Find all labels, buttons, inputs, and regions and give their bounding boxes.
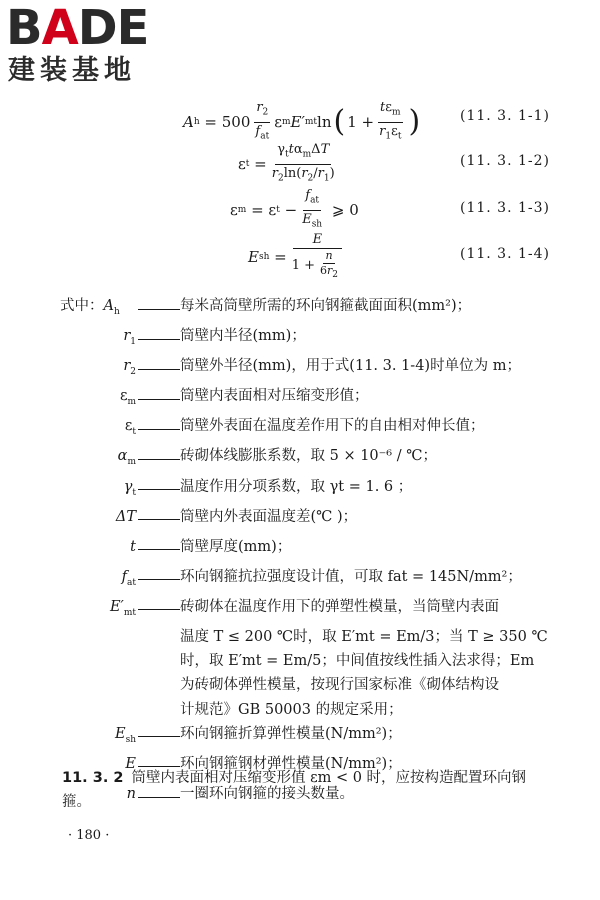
definition-continuation: 温度 T ≤ 200 ℃时，取 E′mt = Em/3；当 T ≥ 350 ℃ <box>180 629 548 646</box>
equation-number: (11. 3. 1-2) <box>460 153 550 169</box>
page-number: · 180 · <box>68 828 110 843</box>
definition-row: $E_{sh}$ 环向钢箍折算弹性模量(N/mm²)； <box>114 725 402 745</box>
logo-wordmark: BADE <box>6 0 149 56</box>
definition-row: 式中：$A_h$ 每米高筒壁所需的环向钢箍截面面积(mm²)； <box>60 298 472 317</box>
definition-row: $\varepsilon_m$ 筒壁内表面相对压缩变形值； <box>119 388 369 408</box>
equation-11-3-1-1: A h = 500 $\frac{r_2}{f_{at}}$ ε m E′ mt ln ( 1 + $\frac{t\varepsilon_m}{r_1\varepsilon_t}$ ) <box>183 100 421 142</box>
definition-row: $\alpha_m$ 砖砌体线膨胀系数，取 5 × 10⁻⁶ / ℃； <box>117 448 437 468</box>
symbol-definitions <box>60 294 580 812</box>
definition-row: $r_2$ 筒壁外半径(mm)，用于式(11. 3. 1-4)时单位为 m； <box>123 358 521 378</box>
definition-row: $\gamma_t$ 温度作用分项系数，取 γt = 1. 6 ； <box>123 478 413 498</box>
equation-number: (11. 3. 1-4) <box>460 246 550 262</box>
bade-logo <box>6 0 176 88</box>
definition-row: $E'_{mt}$ 砖砌体在温度作用下的弹塑性模量，当筒壁内表面 <box>109 598 499 618</box>
definitions-intro: 式中： <box>60 298 104 314</box>
equation-11-3-1-3: ε m = ε t − $\frac{f_{at}}{E_{sh}}$ ⩾ 0 <box>230 188 359 230</box>
definition-row: ΔT 筒壁内外表面温度差(℃ )； <box>115 508 358 525</box>
equation-number: (11. 3. 1-1) <box>460 108 550 124</box>
definition-continuation: 时，取 E′mt = Em/5；中间值按线性插入法求得；Em <box>180 653 535 670</box>
definition-row: $\varepsilon_t$ 筒壁外表面在温度差作用下的自由相对伸长值； <box>124 418 485 438</box>
definition-row: n 一圈环向钢箍的接头数量。 <box>126 786 354 803</box>
definition-continuation: 为砖砌体弹性模量，按现行国家标准《砌体结构设 <box>180 677 499 694</box>
equation-11-3-1-4: E sh = E 1 + $\frac{n}{6r_2}$ <box>248 232 348 281</box>
clause-number: 11. 3. 2 <box>62 770 124 786</box>
definition-row: E 环向钢箍钢材弹性模量(N/mm²)； <box>125 755 402 772</box>
logo-subtitle: 建装基地 <box>8 55 136 86</box>
clause-11-3-2 <box>62 766 542 814</box>
clause-text: 筒壁内表面相对压缩变形值 εm < 0 时，应按构造配置环向钢箍。 <box>62 770 527 810</box>
definition-continuation: 计规范》GB 50003 的规定采用； <box>180 701 403 718</box>
equation-number: (11. 3. 1-3) <box>460 200 550 216</box>
definition-row: $f_{at}$ 环向钢箍抗拉强度设计值，可取 fat = 145N/mm²； <box>121 568 522 588</box>
definition-row: t 筒壁厚度(mm)； <box>130 538 292 555</box>
equation-11-3-1-2: ε t = $\frac{\gamma_tt\alpha_m\Delta T}{r_2\ln(r_2/r_1)}$ <box>238 142 335 184</box>
definition-row: $r_1$ 筒壁内半径(mm)； <box>123 328 306 347</box>
